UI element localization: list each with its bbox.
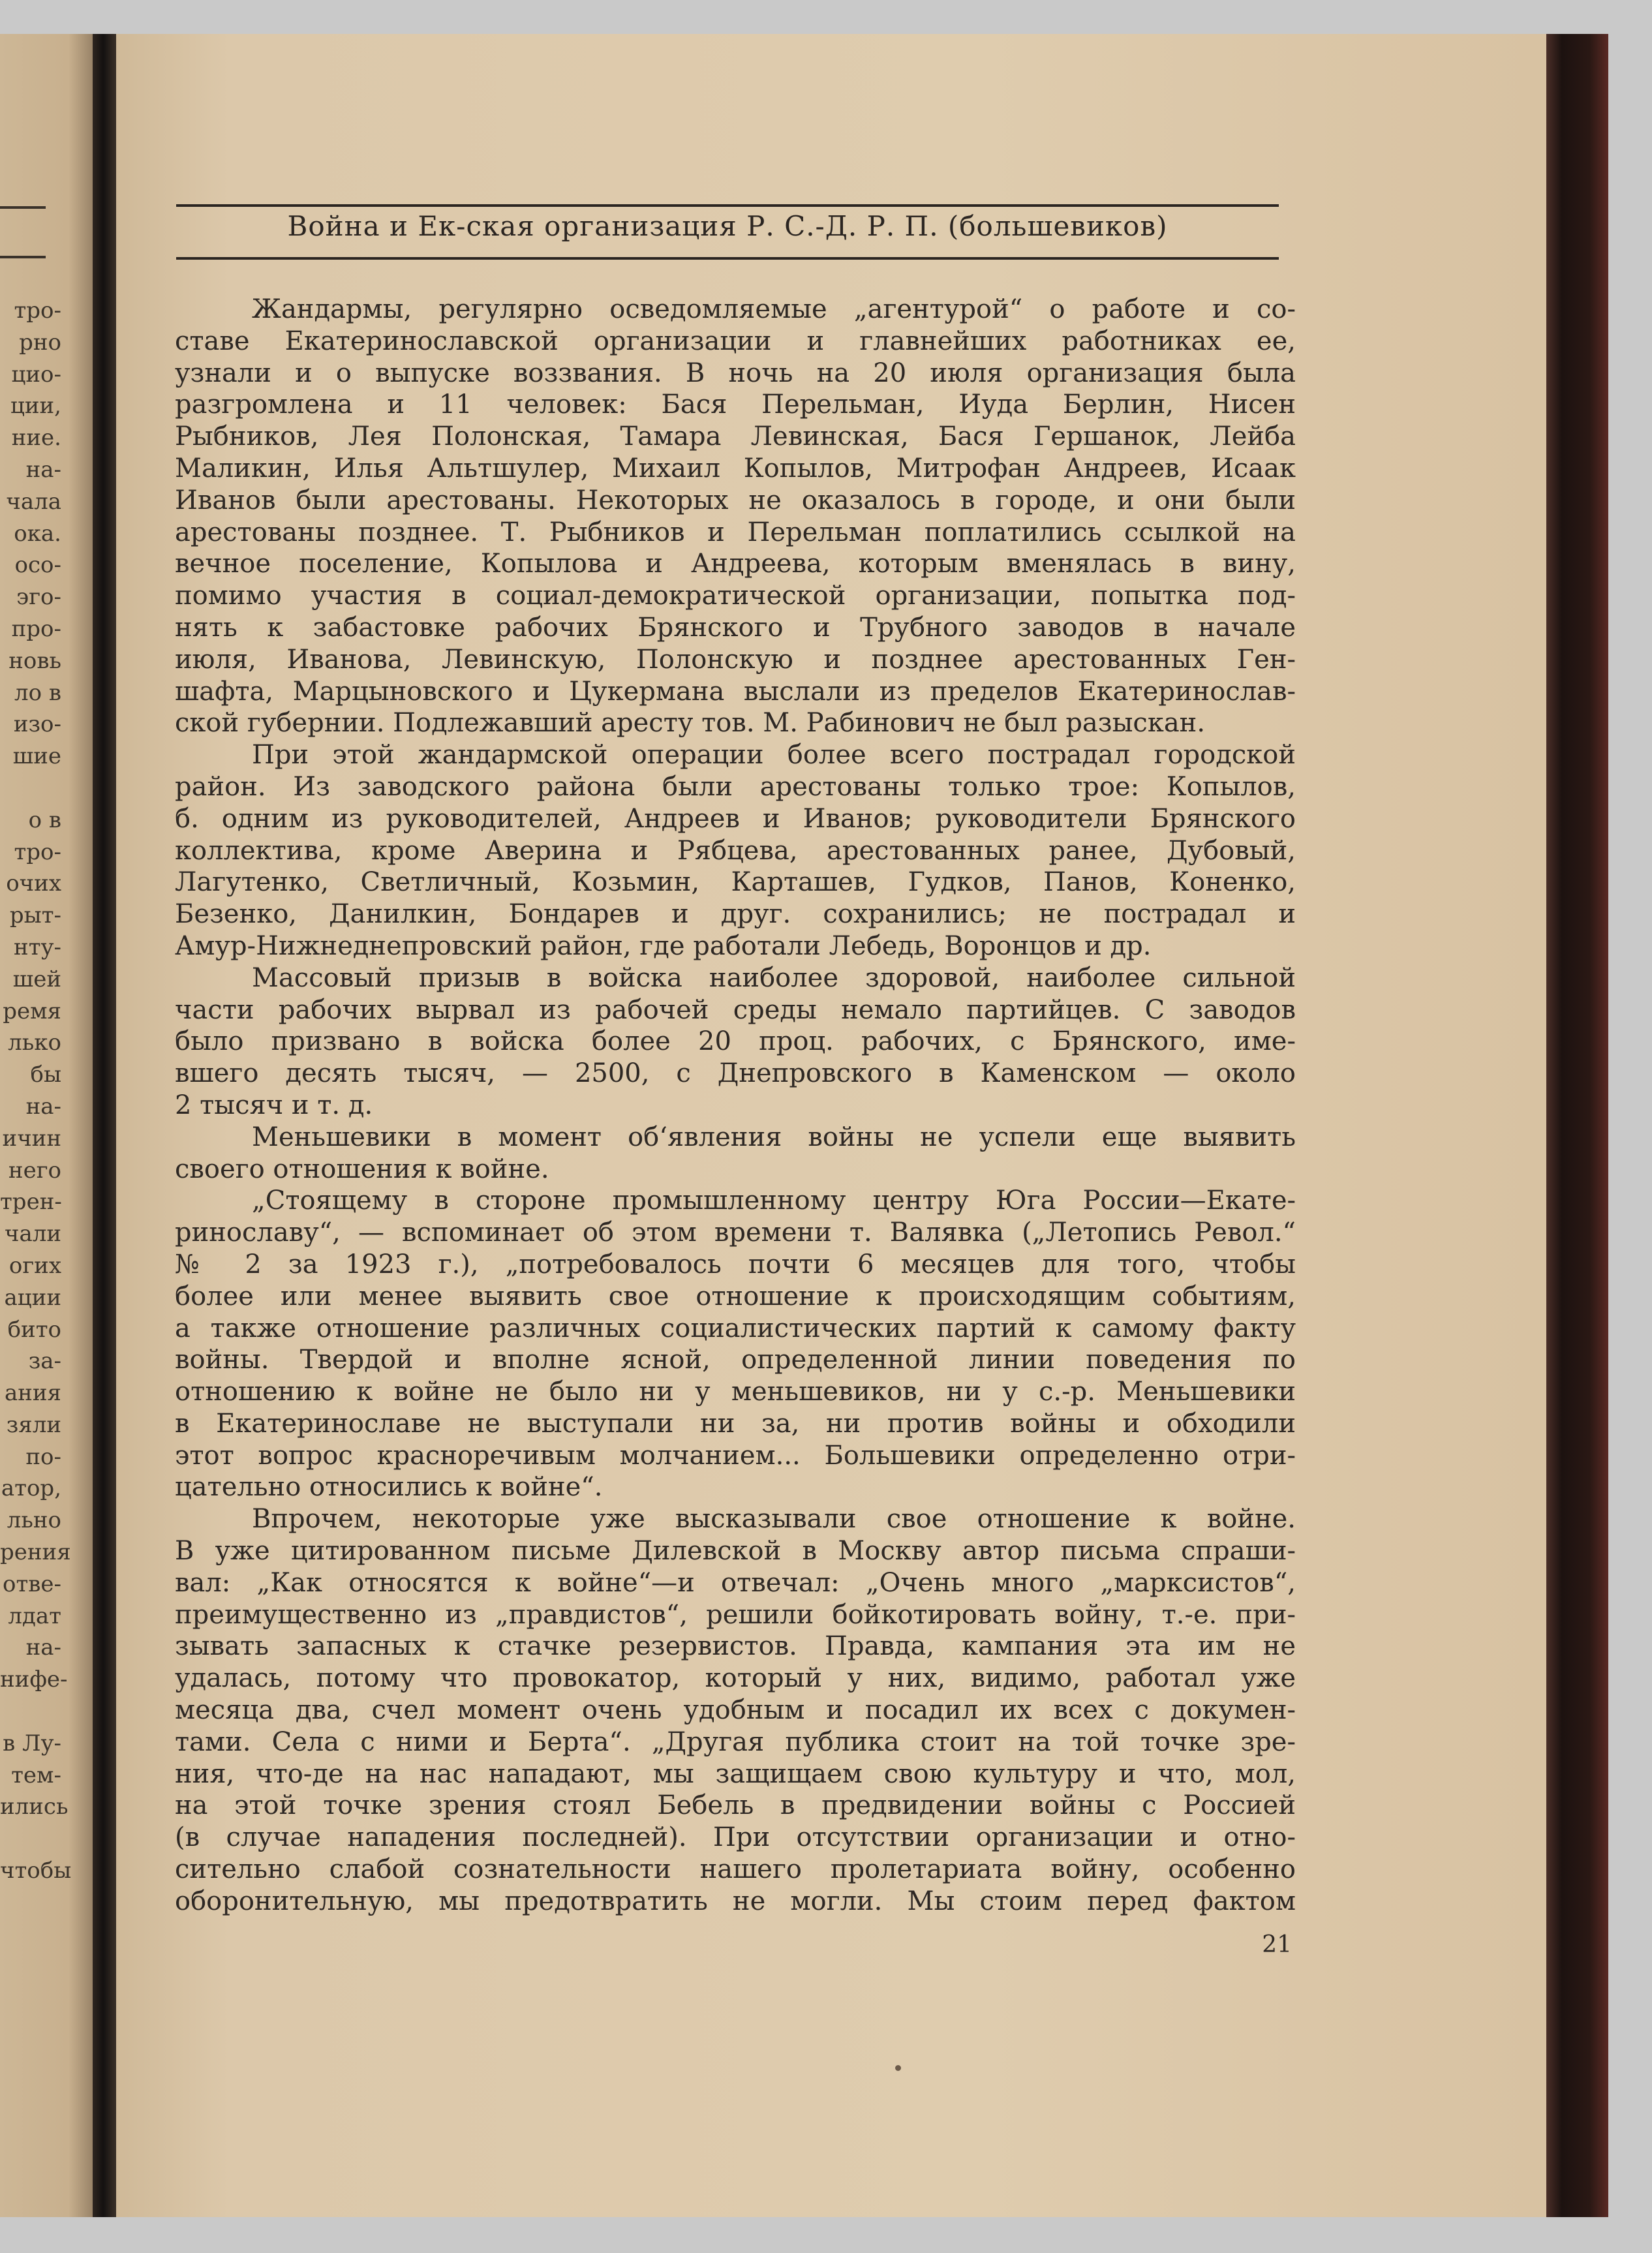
left-page-fragment: о в xyxy=(28,806,61,833)
left-page-fragment xyxy=(0,773,98,805)
text-line: ской губернии. Подлежавший аресту тов. М. Рабинович не был разыскан. xyxy=(175,708,1206,739)
left-page-fragment: ока. xyxy=(14,520,61,547)
ink-speck xyxy=(895,2065,901,2071)
book-spine xyxy=(93,34,116,2217)
text-line: б. одним из руководителей, Андреев и Иванов; руководители Брянского xyxy=(175,803,1296,834)
left-page-fragment: ло в xyxy=(14,679,61,706)
left-page-fragment: него xyxy=(8,1157,61,1184)
left-page-fragment: отве- xyxy=(2,1571,61,1597)
header-rule-bottom xyxy=(176,257,1279,260)
left-page-fragment: тро- xyxy=(14,298,61,324)
text-line: В уже цитированном письме Дилевской в Москву автор письма спраши- xyxy=(175,1536,1296,1567)
text-line: а также отношение различных социалистических партий к самому факту xyxy=(175,1313,1296,1343)
left-page-fragment: ние. xyxy=(11,425,61,452)
left-page-fragment: про- xyxy=(11,615,61,642)
left-page-fragment: ичин xyxy=(2,1125,61,1152)
text-line: шафта, Марцыновского и Цукермана выслали из пределов Екатеринослав- xyxy=(175,676,1296,707)
text-line: тами. Села с ними и Берта“. „Другая публика стоит на той точке зре- xyxy=(175,1726,1296,1757)
left-page-fragment xyxy=(0,1696,98,1728)
text-line: ринославу“, — вспоминает об этом времени т. Валявка („Летопись Револ.“ xyxy=(175,1218,1296,1248)
text-line: июля, Иванова, Левинскую, Полонскую и позднее арестованных Ген- xyxy=(175,644,1296,675)
left-page-fragment: льно xyxy=(7,1507,61,1534)
left-page-fragment: рно xyxy=(19,329,61,356)
left-page-fragment: лько xyxy=(8,1030,61,1056)
left-page-fragment: чала xyxy=(6,488,61,515)
text-line: вал: „Как относятся к войне“—и отвечал: „Очень много „марксистов“, xyxy=(175,1567,1296,1598)
left-page-fragment: очих xyxy=(6,870,61,897)
left-page-fragment: цио- xyxy=(11,361,61,388)
text-line: в Екатеринославе не выступали ни за, ни против войны и обходили xyxy=(175,1408,1296,1439)
text-line: коллектива, кроме Аверина и Рябцева, арестованных ранее, Дубовый, xyxy=(175,835,1296,866)
left-page-fragment: изо- xyxy=(13,711,61,738)
text-line: было призвано в войска более 20 проц. рабочих, с Брянского, име- xyxy=(175,1026,1296,1057)
left-page-fragment: на- xyxy=(25,1634,61,1661)
page-number: 21 xyxy=(1262,1931,1292,1958)
text-line: зывать запасных к стачке резервистов. Правда, кампания эта им не xyxy=(175,1631,1296,1662)
left-page-fragment: ания xyxy=(4,1380,61,1407)
text-line: удалась, потому что провокатор, который у них, видимо, работал уже xyxy=(175,1663,1296,1694)
text-line: Массовый призыв в войска наиболее здоровой, наиболее сильной xyxy=(252,962,1296,993)
text-line: нять к забастовке рабочих Брянского и Трубного заводов в начале xyxy=(175,612,1296,643)
running-header: Война и Ек-ская организация Р. С.-Д. Р. П. (большевиков) xyxy=(287,210,1168,242)
left-page-fragment: зяли xyxy=(6,1411,61,1438)
text-line: месяца два, счел момент очень удобным и посадил их всех с докумен- xyxy=(175,1695,1296,1726)
text-line: цательно относились к войне“. xyxy=(175,1472,603,1503)
left-page-fragment: шие xyxy=(12,743,61,770)
body-text xyxy=(175,294,1296,1918)
left-page-fragment: лдат xyxy=(8,1602,61,1629)
book-cover-edge xyxy=(1546,34,1608,2217)
left-page-fragment: рыт- xyxy=(9,902,61,929)
text-line: этот вопрос красноречивым молчанием... Большевики определенно отри- xyxy=(175,1440,1296,1471)
text-line: № 2 за 1923 г.), „потребовалось почти 6 месяцев для того, чтобы xyxy=(175,1249,1296,1280)
left-page-fragment: осо- xyxy=(14,552,61,579)
left-page-fragment: эго- xyxy=(16,584,61,611)
left-page-fragment: чтобы xyxy=(0,1858,72,1884)
text-line: При этой жандармской операции более всего пострадал городской xyxy=(252,740,1296,771)
left-page-fragment: тем- xyxy=(11,1762,61,1788)
text-line: оборонительную, мы предотвратить не могли. Мы стоим перед фактом xyxy=(175,1886,1296,1916)
text-line: Жандармы, регулярно осведомляемые „агентурой“ о работе и со- xyxy=(252,294,1296,324)
left-page-fragment: тро- xyxy=(14,838,61,865)
left-page-fragment: ации xyxy=(4,1284,61,1311)
left-page-edge xyxy=(0,34,98,2217)
text-line: войны. Твердой и вполне ясной, определенной линии поведения по xyxy=(175,1345,1296,1375)
left-page-fragment: нифе- xyxy=(0,1666,68,1693)
text-line: Впрочем, некоторые уже высказывали свое отношение к войне. xyxy=(252,1504,1296,1535)
text-line: своего отношения к войне. xyxy=(175,1154,549,1184)
text-line: Безенко, Данилкин, Бондарев и друг. сохранились; не пострадал и xyxy=(175,899,1296,930)
text-line: Меньшевики в момент об‘явления войны не успели еще выявить xyxy=(252,1122,1296,1152)
text-line: 2 тысяч и т. д. xyxy=(175,1090,373,1120)
left-page-fragment: рения xyxy=(0,1539,71,1566)
text-line: на этой точке зрения стоял Бебель в предвидении войны с Россией xyxy=(175,1790,1296,1821)
text-line: ния, что-де на нас нападают, мы защищаем свою культуру и что, мол, xyxy=(175,1758,1296,1789)
text-line: более или менее выявить свое отношение к происходящим событиям, xyxy=(175,1281,1296,1311)
text-line: части рабочих вырвал из рабочей среды немало партийцев. С заводов xyxy=(175,994,1296,1025)
text-line: помимо участия в социал-демократической организации, попытка под- xyxy=(175,581,1296,611)
left-page-fragment: ремя xyxy=(3,998,61,1024)
left-page-rule xyxy=(0,256,46,258)
left-page-fragment: ции, xyxy=(10,393,61,420)
text-line: отношению к войне не было ни у меньшевиков, ни у с.-р. Меньшевики xyxy=(175,1377,1296,1407)
left-page-fragment: за- xyxy=(28,1348,61,1375)
text-line: узнали и о выпуске воззвания. В ночь на 20 июля организация была xyxy=(175,358,1296,388)
text-line: Рыбников, Лея Полонская, Тамара Левинская, Бася Гершанок, Лейба xyxy=(175,421,1296,452)
text-line: Лагутенко, Светличный, Козьмин, Карташев, Гудков, Панов, Коненко, xyxy=(175,867,1296,898)
left-page-fragment: ились xyxy=(0,1794,69,1820)
left-page-rule xyxy=(0,206,46,209)
left-page-fragment: атор, xyxy=(1,1475,61,1502)
left-page-fragment: на- xyxy=(25,456,61,483)
text-line: разгромлена и 11 человек: Бася Перельман, Иуда Берлин, Нисен xyxy=(175,390,1296,420)
left-page-fragment: нту- xyxy=(14,934,61,960)
text-line: Иванов были арестованы. Некоторых не оказалось в городе, и они были xyxy=(175,485,1296,515)
text-line: сительно слабой сознательности нашего пролетариата войну, особенно xyxy=(175,1854,1296,1885)
text-line: арестованы позднее. Т. Рыбников и Перельман поплатились ссылкой на xyxy=(175,517,1296,547)
text-line: Амур-Нижнеднепровский район, где работали Лебедь, Воронцов и др. xyxy=(175,930,1152,961)
text-line: вечное поселение, Копылова и Андреева, которым вменялась в вину, xyxy=(175,549,1296,579)
left-page-fragment: шей xyxy=(12,966,61,992)
text-line: (в случае нападения последней). При отсутствии организации и отно- xyxy=(175,1822,1296,1853)
header-rule-top xyxy=(176,204,1279,207)
left-page-fragment: огих xyxy=(8,1252,61,1279)
text-line: район. Из заводского района были арестованы только трое: Копылов, xyxy=(175,771,1296,802)
left-page-fragment: трен- xyxy=(0,1189,62,1216)
left-page-fragment xyxy=(0,1823,98,1855)
left-page-fragment: бито xyxy=(7,1316,61,1343)
left-page-fragment: на- xyxy=(25,1093,61,1120)
left-page-fragment: чали xyxy=(4,1221,61,1248)
left-page-fragment: бы xyxy=(30,1062,61,1088)
text-line: ставе Екатеринославской организации и главнейших работниках ее, xyxy=(175,326,1296,356)
left-page-fragment: по- xyxy=(25,1443,61,1470)
text-line: Маликин, Илья Альтшулер, Михаил Копылов, Митрофан Андреев, Исаак xyxy=(175,453,1296,483)
left-page-fragments xyxy=(0,295,98,1887)
left-page-fragment: новь xyxy=(8,647,61,674)
left-page-fragment: в Лу- xyxy=(3,1730,61,1756)
text-line: вшего десять тысяч, — 2500, с Днепровского в Каменском — около xyxy=(175,1058,1296,1089)
text-line: „Стоящему в стороне промышленному центру Юга России—Екате- xyxy=(252,1186,1296,1216)
text-line: преимущественно из „правдистов“, решили бойкотировать войну, т.-е. при- xyxy=(175,1599,1296,1630)
